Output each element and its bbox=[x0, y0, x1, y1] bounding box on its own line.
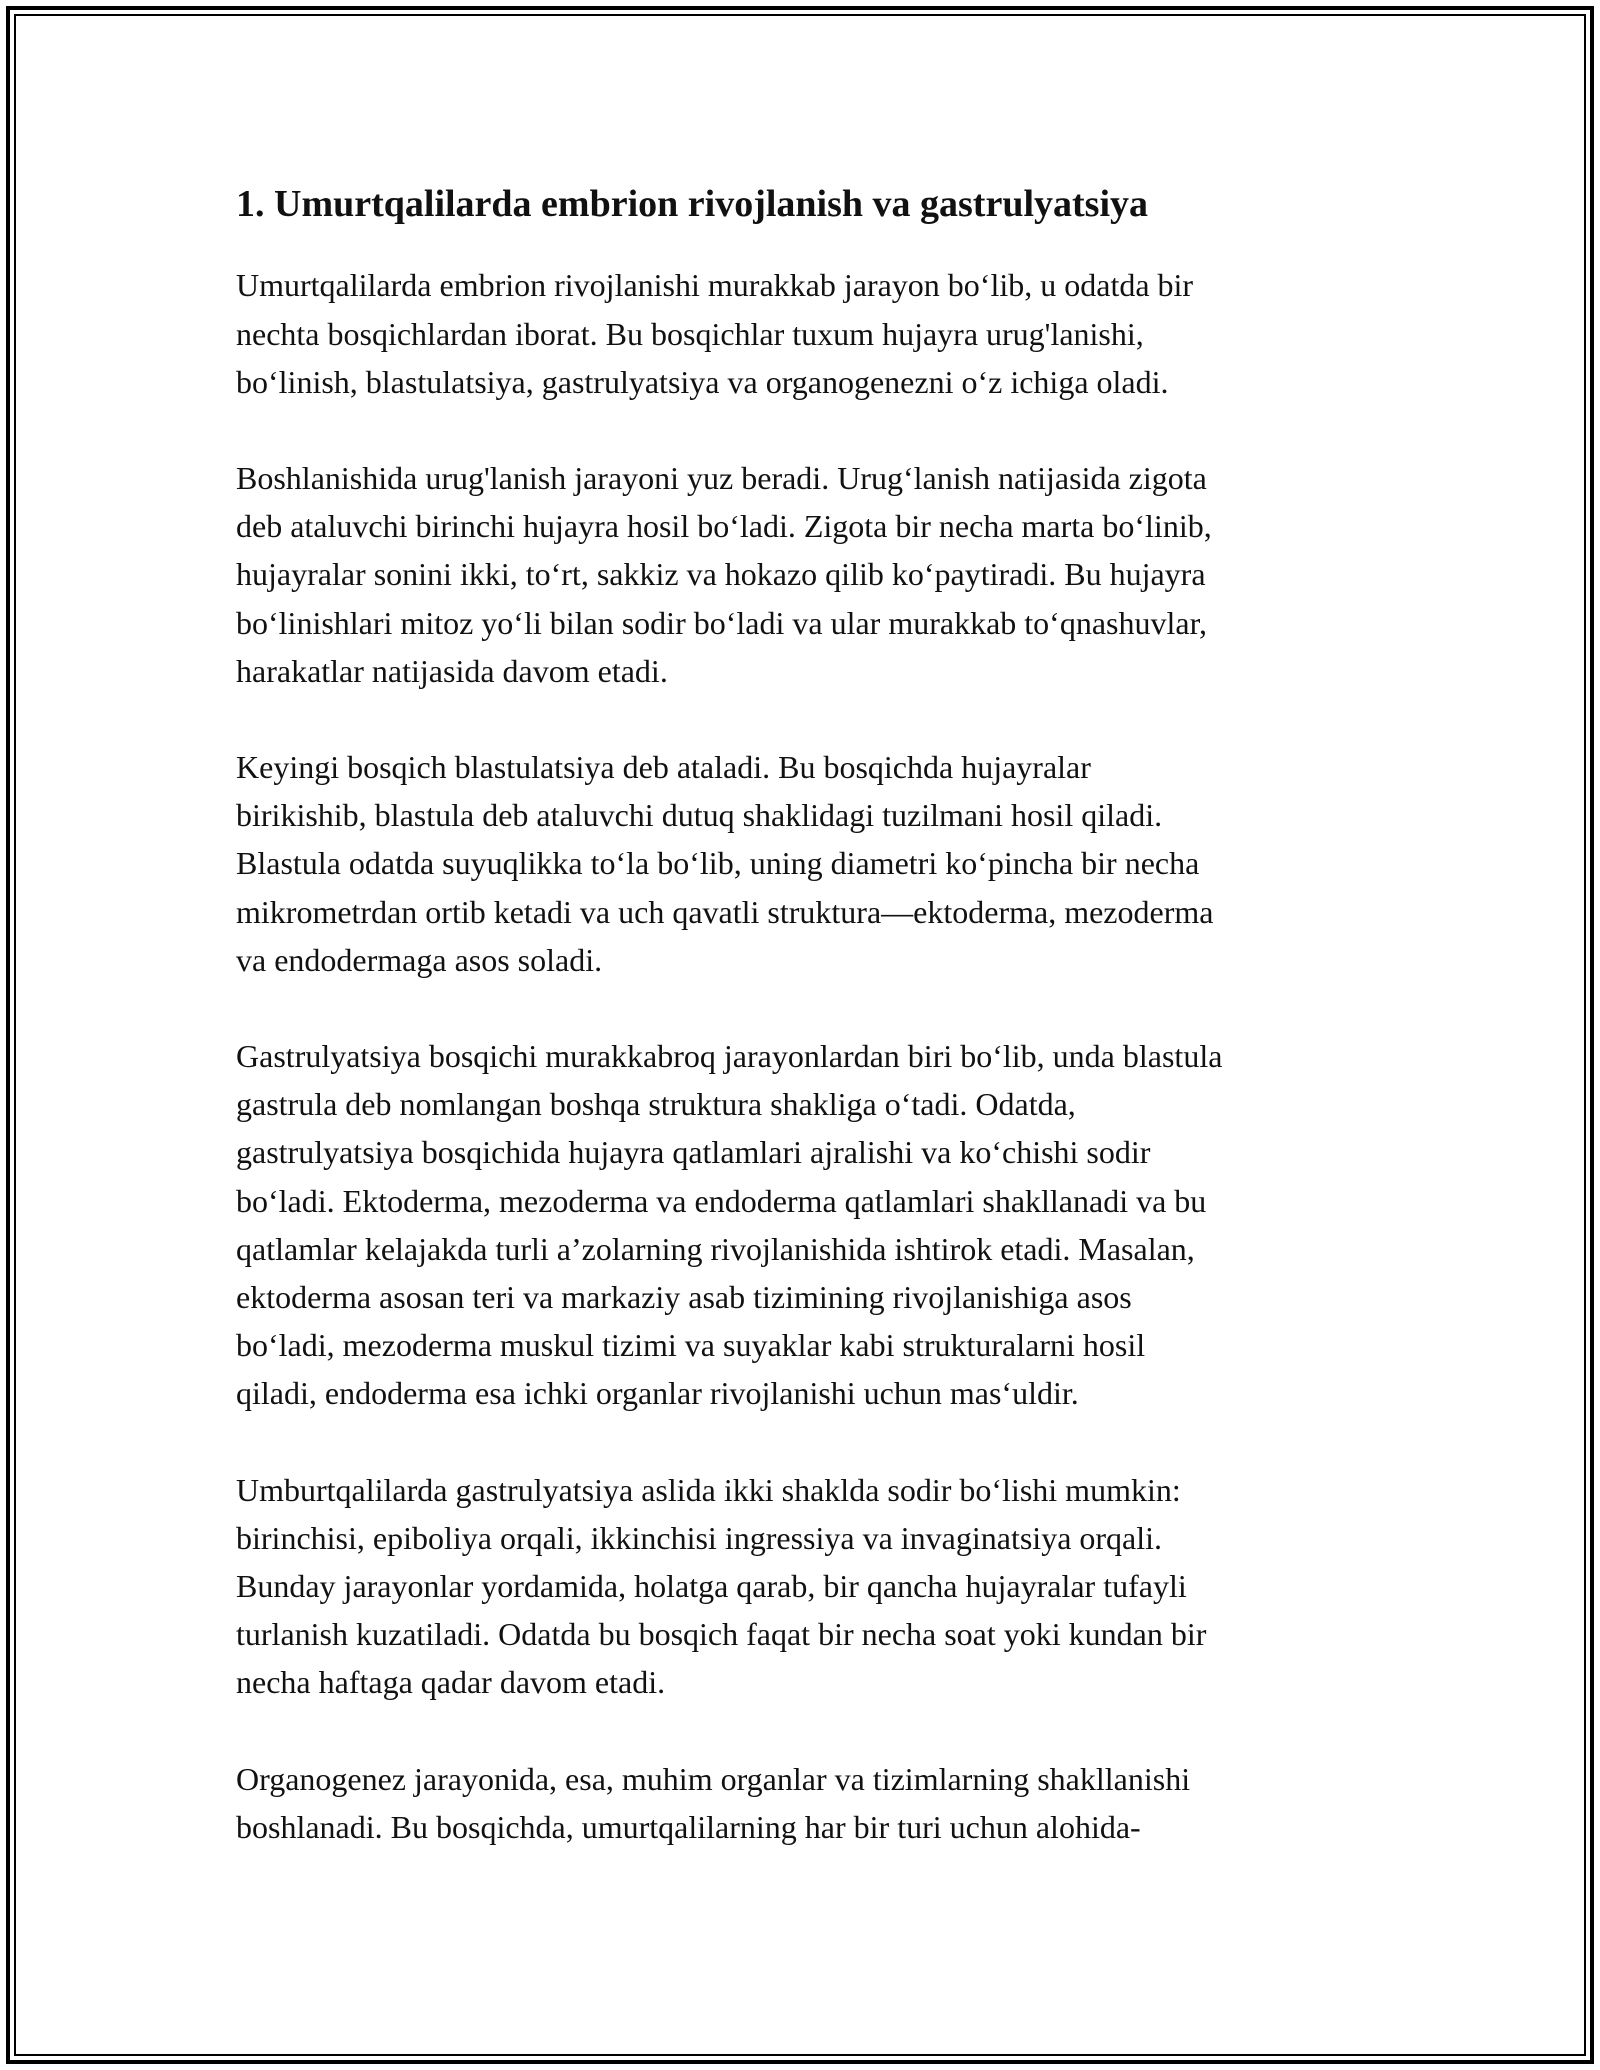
text-line: mikrometrdan ortib ketadi va uch qavatli struktura—ektoderma, mezoderma bbox=[236, 893, 1214, 930]
text-line: necha haftaga qadar davom etadi. bbox=[236, 1664, 666, 1701]
paragraph-list bbox=[236, 261, 1386, 1851]
text-line: Umurtqalilarda embrion rivojlanishi murakkab jarayon bo‘lib, u odatda bir bbox=[236, 267, 1194, 304]
text-line: bo‘ladi. Ektoderma, mezoderma va endoderma qatlamlari shakllanadi va bu bbox=[236, 1182, 1207, 1219]
text-line: bo‘ladi, mezoderma muskul tizimi va suyaklar kabi strukturalarni hosil bbox=[236, 1327, 1146, 1364]
paragraph bbox=[236, 261, 1386, 406]
section-heading: 1. Umurtqalilarda embrion rivojlanish va gastrulyatsiya bbox=[236, 183, 1149, 225]
text-line: deb ataluvchi birinchi hujayra hosil bo‘ladi. Zigota bir necha marta bo‘linib, bbox=[236, 508, 1212, 545]
document-body bbox=[236, 180, 1386, 1851]
paragraph bbox=[236, 1466, 1386, 1707]
text-line: nechta bosqichlardan iborat. Bu bosqichlar tuxum hujayra urug'lanishi, bbox=[236, 315, 1144, 352]
paragraph bbox=[236, 454, 1386, 695]
text-line: hujayralar sonini ikki, to‘rt, sakkiz va hokazo qilib ko‘paytiradi. Bu hujayra bbox=[236, 556, 1206, 593]
paragraph bbox=[236, 1755, 1386, 1851]
text-line: birinchisi, epiboliya orqali, ikkinchisi ingressiya va invaginatsiya orqali. bbox=[236, 1519, 1163, 1556]
text-line: Umburtqalilarda gastrulyatsiya aslida ikki shaklda sodir bo‘lishi mumkin: bbox=[236, 1471, 1181, 1508]
text-line: birikishib, blastula deb ataluvchi dutuq shaklidagi tuzilmani hosil qiladi. bbox=[236, 797, 1163, 834]
text-line: Organogenez jarayonida, esa, muhim organlar va tizimlarning shakllanishi bbox=[236, 1760, 1191, 1797]
text-line: bo‘linishlari mitoz yo‘li bilan sodir bo‘ladi va ular murakkab to‘qnashuvlar, bbox=[236, 604, 1207, 641]
paragraph bbox=[236, 1032, 1386, 1418]
text-line: turlanish kuzatiladi. Odatda bu bosqich faqat bir necha soat yoki kundan bir bbox=[236, 1616, 1207, 1653]
text-line: gastrulyatsiya bosqichida hujayra qatlamlari ajralishi va ko‘chishi sodir bbox=[236, 1134, 1151, 1171]
paragraph bbox=[236, 743, 1386, 984]
text-line: Bunday jarayonlar yordamida, holatga qarab, bir qancha hujayralar tufayli bbox=[236, 1568, 1187, 1605]
text-line: bo‘linish, blastulatsiya, gastrulyatsiya va organogenezni o‘z ichiga oladi. bbox=[236, 363, 1169, 400]
text-line: qatlamlar kelajakda turli a’zolarning rivojlanishida ishtirok etadi. Masalan, bbox=[236, 1230, 1195, 1267]
text-line: Keyingi bosqich blastulatsiya deb ataladi. Bu bosqichda hujayralar bbox=[236, 749, 1091, 786]
text-line: va endodermaga asos soladi. bbox=[236, 941, 603, 978]
text-line: Blastula odatda suyuqlikka to‘la bo‘lib, uning diametri ko‘pincha bir necha bbox=[236, 845, 1200, 882]
text-line: boshlanadi. Bu bosqichda, umurtqalilarning har bir turi uchun alohida- bbox=[236, 1808, 1141, 1845]
text-line: harakatlar natijasida davom etadi. bbox=[236, 652, 668, 689]
text-line: Boshlanishida urug'lanish jarayoni yuz beradi. Urug‘lanish natijasida zigota bbox=[236, 460, 1207, 496]
text-line: Gastrulyatsiya bosqichi murakkabroq jarayonlardan biri bo‘lib, unda blastula bbox=[236, 1038, 1223, 1075]
text-line: ektoderma asosan teri va markaziy asab tizimining rivojlanishiga asos bbox=[236, 1279, 1132, 1316]
text-line: qiladi, endoderma esa ichki organlar rivojlanishi uchun mas‘uldir. bbox=[236, 1375, 1079, 1412]
text-line: gastrula deb nomlangan boshqa struktura shakliga o‘tadi. Odatda, bbox=[236, 1086, 1076, 1123]
